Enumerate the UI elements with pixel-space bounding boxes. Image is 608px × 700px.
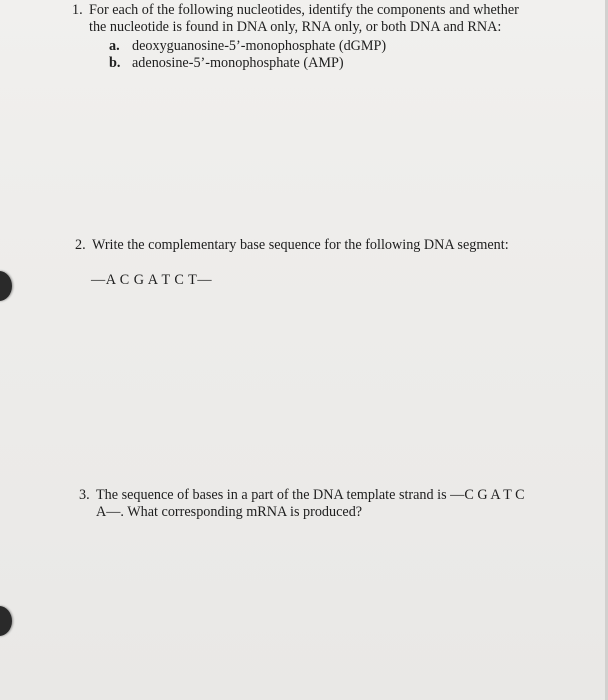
item-letter: a. <box>109 38 120 54</box>
question-1-item-b <box>109 55 344 72</box>
question-text-line-2: the nucleotide is found in DNA only, RNA only, or both DNA and RNA: <box>89 18 502 35</box>
question-3 <box>79 487 525 520</box>
item-text: adenosine-5’-monophosphate (AMP) <box>132 55 344 71</box>
question-2 <box>75 237 509 254</box>
item-letter: b. <box>109 55 121 71</box>
question-number: 3. <box>79 487 90 503</box>
question-number: 2. <box>75 237 86 253</box>
question-text-line-2: A—. What corresponding mRNA is produced? <box>96 503 363 520</box>
question-text-line-1: For each of the following nucleotides, identify the components and whether <box>89 2 519 18</box>
question-1-item-a <box>109 38 387 55</box>
question-number: 1. <box>72 2 83 18</box>
question-text-line-1: Write the complementary base sequence for the following DNA segment: <box>92 237 509 253</box>
binder-hole-icon <box>0 606 12 636</box>
dna-sequence: —A C G A T C T— <box>91 272 213 288</box>
question-1 <box>72 2 519 35</box>
question-text-line-1: The sequence of bases in a part of the DNA template strand is —C G A T C <box>96 487 525 503</box>
binder-hole-icon <box>0 271 12 301</box>
item-text: deoxyguanosine-5’-monophosphate (dGMP) <box>132 38 387 54</box>
